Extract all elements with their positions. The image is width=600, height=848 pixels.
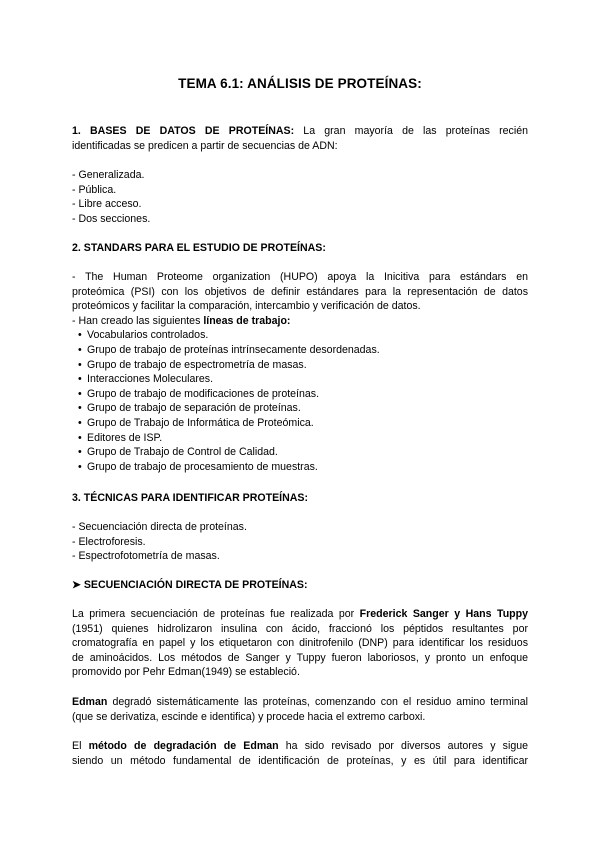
list-item: - Generalizada. bbox=[72, 169, 145, 181]
list-item: - Secuenciación directa de proteínas. bbox=[72, 521, 247, 533]
section-4-heading: ➤ SECUENCIACIÓN DIRECTA DE PROTEÍNAS: bbox=[72, 579, 308, 591]
section-3-list bbox=[72, 520, 528, 564]
paragraph-line: (1951) quienes hidrolizaron insulina con ácido, fraccionó los péptidos resultantes por bbox=[72, 622, 528, 635]
paragraph-line: siendo un método fundamental de identificación de proteínas, y es útil para identificar bbox=[72, 754, 528, 767]
section-1-list bbox=[72, 168, 528, 226]
list-item: • Grupo de Trabajo de Control de Calidad. bbox=[78, 446, 278, 459]
list-item: • Grupo de trabajo de espectrometría de masas. bbox=[78, 358, 307, 371]
paragraph-line: promovido por Pehr Edman(1949) se estableció. bbox=[72, 666, 300, 679]
paragraph-line: (que se derivatiza, escinde e identifica) y procede hacia el extremo carboxi. bbox=[72, 710, 426, 723]
list-item: • Grupo de trabajo de separación de proteínas. bbox=[78, 402, 301, 415]
list-item: - Pública. bbox=[72, 183, 117, 196]
page-title: TEMA 6.1: ANÁLISIS DE PROTEÍNAS: bbox=[178, 76, 422, 91]
list-item: - Dos secciones. bbox=[72, 212, 151, 225]
paragraph-line: de aminoácidos. Los métodos de Sanger y Tuppy fueron laboriosos, y pronto un enfoque bbox=[72, 651, 528, 664]
list-item: • Grupo de Trabajo de Informática de Proteómica. bbox=[78, 416, 314, 429]
list-item: • Grupo de trabajo de proteínas intrínsecamente desordenadas. bbox=[78, 343, 380, 356]
section-1-heading: 1. BASES DE DATOS DE PROTEÍNAS: bbox=[72, 125, 295, 137]
work-lines-intro: - Han creado las siguientes líneas de trabajo: bbox=[72, 314, 291, 327]
paragraph-line: Edman degradó sistemáticamente las proteínas, comenzando con el residuo amino terminal bbox=[72, 696, 528, 708]
section-4-paragraph-2 bbox=[72, 695, 528, 724]
section-2-paragraph-line: proteómicos y facilitar la comparación, intercambio y verificación de datos. bbox=[72, 300, 421, 313]
section-databases bbox=[72, 124, 528, 153]
list-item: • Vocabularios controlados. bbox=[78, 329, 209, 342]
paragraph-line: El método de degradación de Edman ha sido revisado por diversos autores y sigue bbox=[72, 740, 528, 752]
section-2-paragraph-line: proteómica (PSI) con los objetivos de definir estándares para la representación de datos bbox=[72, 285, 528, 298]
list-item: - Electroforesis. bbox=[72, 535, 146, 548]
list-item: - Espectrofotometría de masas. bbox=[72, 550, 220, 563]
paragraph-line: cromatografía en papel y los etiquetaron con dinitrofenilo (DNP) para identificar los residuos bbox=[72, 637, 528, 650]
list-item: - Libre acceso. bbox=[72, 198, 142, 211]
list-item: • Grupo de trabajo de procesamiento de muestras. bbox=[78, 460, 318, 473]
section-2-heading: 2. STANDARS PARA EL ESTUDIO DE PROTEÍNAS: bbox=[72, 242, 326, 254]
section-4-paragraph-3 bbox=[72, 739, 528, 768]
list-item: • Interacciones Moleculares. bbox=[78, 373, 214, 386]
list-item: • Grupo de trabajo de modificaciones de proteínas. bbox=[78, 387, 320, 400]
section-1-intro-line-2: identificadas se predicen a partir de secuencias de ADN: bbox=[72, 139, 338, 152]
list-item: • Editores de ISP. bbox=[78, 431, 163, 444]
section-2-body bbox=[72, 270, 528, 474]
paragraph-line: La primera secuenciación de proteínas fue realizada por Frederick Sanger y Hans Tuppy bbox=[72, 608, 528, 620]
section-3-heading: 3. TÉCNICAS PARA IDENTIFICAR PROTEÍNAS: bbox=[72, 492, 309, 504]
section-2-paragraph-line: - The Human Proteome organization (HUPO) apoya la Inicitiva para estándars en bbox=[72, 271, 528, 283]
section-1-intro-line-1: 1. BASES DE DATOS DE PROTEÍNAS: La gran mayoría de las proteínas recién bbox=[72, 125, 528, 137]
section-4-paragraph-1 bbox=[72, 607, 528, 680]
